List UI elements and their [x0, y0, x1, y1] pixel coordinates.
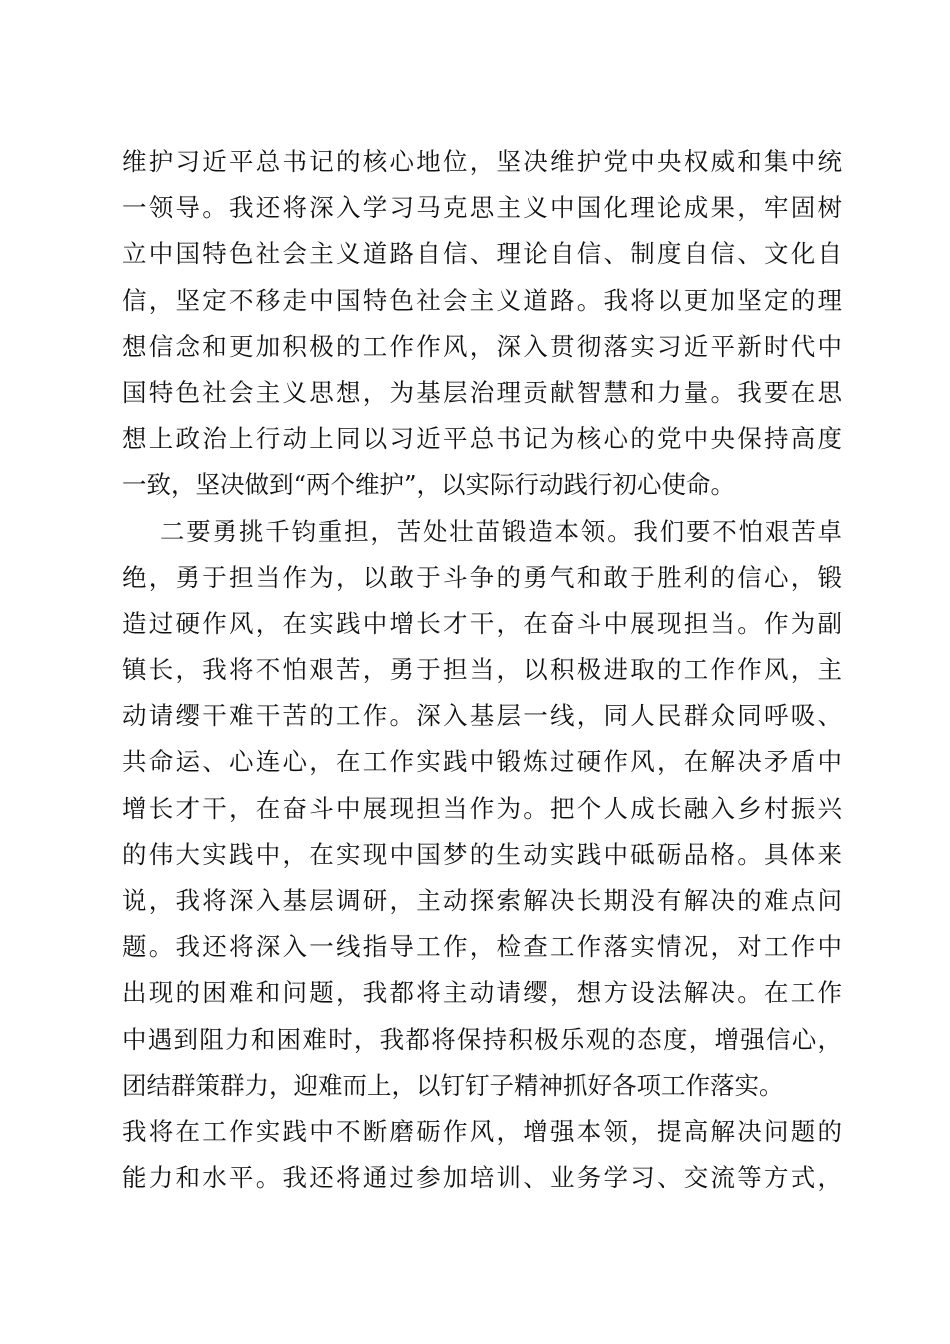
text-line: 信，坚定不移走中国特色社会主义道路。我将以更加坚定的理: [122, 285, 842, 315]
text-line: 绝，勇于担当作为，以敢于斗争的勇气和敢于胜利的信心，锻: [122, 562, 842, 592]
text-line: 说，我将深入基层调研，主动探索解决长期没有解决的难点问: [122, 886, 842, 915]
text-line: 题。我还将深入一线指导工作，检查工作落实情况，对工作中: [122, 932, 842, 962]
text-line: 维护习近平总书记的核心地位，坚决维护党中央权威和集中统: [122, 147, 842, 176]
text-line: 想上政治上行动上同以习近平总书记为核心的党中央保持高度: [122, 424, 842, 454]
text-line: 一致，坚决做到“两个维护”，以实际行动践行初心使命。: [122, 470, 736, 500]
text-line: 我将在工作实践中不断磨砺作风，增强本领，提高解决问题的: [122, 1116, 842, 1146]
text-line: 能力和水平。我还将通过参加培训、业务学习、交流等方式，: [122, 1163, 842, 1193]
text-line: 一领导。我还将深入学习马克思主义中国化理论成果，牢固树: [122, 193, 842, 223]
body-text: [122, 139, 842, 1201]
text-line: 想信念和更加积极的工作作风，深入贯彻落实习近平新时代中: [122, 331, 842, 361]
text-line: 造过硬作风，在实践中增长才干，在奋斗中展现担当。作为副: [122, 608, 842, 638]
paragraph-first-line: 二要勇挑千钧重担，苦处壮苗锻造本领。我们要不怕艰苦卓: [160, 516, 842, 546]
text-line: 共命运、心连心，在工作实践中锻炼过硬作风，在解决矛盾中: [122, 747, 842, 777]
text-line: 出现的困难和问题，我都将主动请缨，想方设法解决。在工作: [122, 978, 842, 1008]
text-line: 国特色社会主义思想，为基层治理贡献智慧和力量。我要在思: [122, 377, 842, 407]
text-line: 增长才干，在奋斗中展现担当作为。把个人成长融入乡村振兴: [122, 793, 842, 823]
text-line: 立中国特色社会主义道路自信、理论自信、制度自信、文化自: [122, 239, 842, 269]
text-line: 镇长，我将不怕艰苦，勇于担当，以积极进取的工作作风，主: [122, 655, 842, 685]
text-line: 团结群策群力，迎难而上，以钉钉子精神抓好各项工作落实。: [122, 1070, 784, 1100]
text-line: 中遇到阻力和困难时，我都将保持积极乐观的态度，增强信心，: [122, 1024, 842, 1054]
text-line: 的伟大实践中，在实现中国梦的生动实践中砥砺品格。具体来: [122, 839, 842, 869]
text-line: 动请缨干难干苦的工作。深入基层一线，同人民群众同呼吸、: [122, 701, 842, 731]
